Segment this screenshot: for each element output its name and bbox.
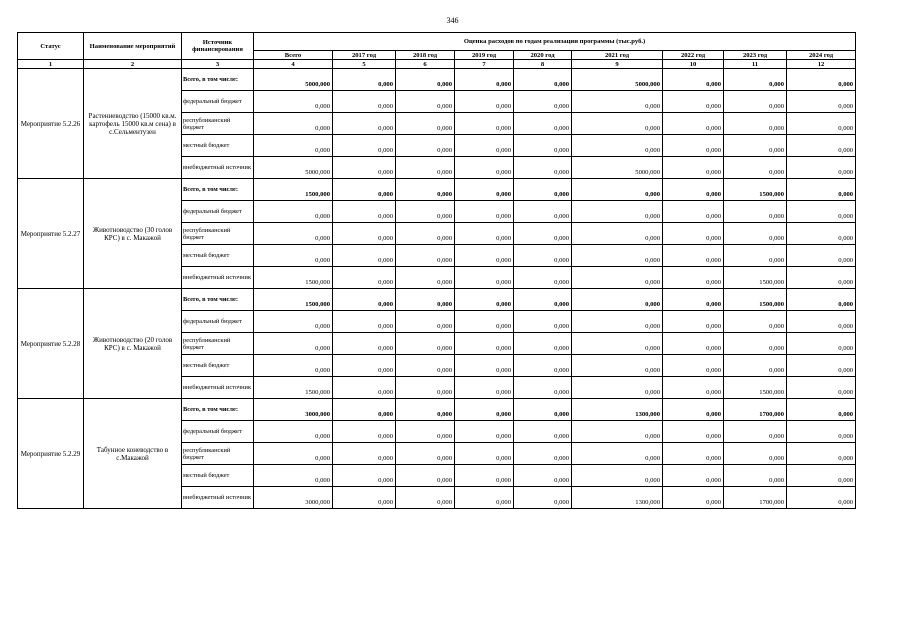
amount-cell: 0,000 [396, 465, 455, 487]
amount-cell: 3000,000 [254, 399, 333, 421]
amount-cell: 1500,000 [254, 377, 333, 399]
funding-source: республиканский бюджет [182, 333, 254, 355]
amount-cell: 0,000 [333, 333, 396, 355]
funding-source: Всего, в том числе: [182, 399, 254, 421]
amount-cell: 5000,000 [254, 157, 333, 179]
amount-cell: 0,000 [455, 289, 514, 311]
amount-cell: 0,000 [514, 289, 572, 311]
amount-cell: 0,000 [396, 443, 455, 465]
amount-cell: 0,000 [663, 245, 724, 267]
header-status: Статус [18, 33, 84, 60]
amount-cell: 0,000 [396, 201, 455, 223]
amount-cell: 0,000 [396, 113, 455, 135]
amount-cell: 1300,000 [572, 399, 663, 421]
amount-cell: 0,000 [724, 465, 787, 487]
funding-source: внебюджетный источник [182, 267, 254, 289]
amount-cell: 0,000 [787, 311, 856, 333]
amount-cell: 0,000 [514, 355, 572, 377]
amount-cell: 0,000 [514, 487, 572, 509]
amount-cell: 1300,000 [572, 487, 663, 509]
amount-cell: 1700,000 [724, 399, 787, 421]
column-number: 1 [18, 60, 84, 69]
amount-cell: 0,000 [572, 91, 663, 113]
amount-cell: 0,000 [663, 311, 724, 333]
column-number: 11 [724, 60, 787, 69]
amount-cell: 0,000 [663, 333, 724, 355]
amount-cell: 0,000 [333, 289, 396, 311]
amount-cell: 0,000 [396, 421, 455, 443]
funding-source: федеральный бюджет [182, 91, 254, 113]
header-year: 2019 год [455, 51, 514, 60]
funding-source: республиканский бюджет [182, 443, 254, 465]
amount-cell: 0,000 [724, 245, 787, 267]
amount-cell: 0,000 [724, 311, 787, 333]
amount-cell: 0,000 [787, 377, 856, 399]
funding-source: внебюджетный источник [182, 487, 254, 509]
amount-cell: 0,000 [514, 267, 572, 289]
column-number: 9 [572, 60, 663, 69]
amount-cell: 0,000 [514, 113, 572, 135]
table-row [18, 179, 856, 201]
amount-cell: 0,000 [663, 91, 724, 113]
amount-cell: 0,000 [572, 179, 663, 201]
amount-cell: 0,000 [396, 399, 455, 421]
amount-cell: 0,000 [572, 333, 663, 355]
amount-cell: 0,000 [396, 135, 455, 157]
amount-cell: 0,000 [455, 421, 514, 443]
amount-cell: 0,000 [724, 157, 787, 179]
funding-source: внебюджетный источник [182, 377, 254, 399]
amount-cell: 0,000 [724, 443, 787, 465]
amount-cell: 1500,000 [254, 179, 333, 201]
funding-source: местный бюджет [182, 245, 254, 267]
amount-cell: 0,000 [333, 179, 396, 201]
amount-cell: 0,000 [455, 399, 514, 421]
funding-source: Всего, в том числе: [182, 289, 254, 311]
amount-cell: 0,000 [333, 91, 396, 113]
amount-cell: 0,000 [514, 377, 572, 399]
amount-cell: 0,000 [787, 201, 856, 223]
table-body [18, 69, 856, 509]
header-year: 2021 год [572, 51, 663, 60]
amount-cell: 0,000 [514, 311, 572, 333]
amount-cell: 0,000 [572, 267, 663, 289]
amount-cell: 0,000 [333, 135, 396, 157]
amount-cell: 0,000 [455, 179, 514, 201]
amount-cell: 0,000 [724, 333, 787, 355]
table-header [18, 33, 856, 69]
amount-cell: 0,000 [396, 157, 455, 179]
amount-cell: 5000,000 [254, 69, 333, 91]
amount-cell: 0,000 [333, 421, 396, 443]
amount-cell: 0,000 [787, 157, 856, 179]
amount-cell: 0,000 [787, 355, 856, 377]
amount-cell: 0,000 [572, 245, 663, 267]
amount-cell: 0,000 [572, 355, 663, 377]
amount-cell: 0,000 [663, 399, 724, 421]
funding-source: местный бюджет [182, 465, 254, 487]
amount-cell: 0,000 [514, 157, 572, 179]
amount-cell: 0,000 [254, 91, 333, 113]
amount-cell: 0,000 [572, 311, 663, 333]
amount-cell: 0,000 [455, 267, 514, 289]
amount-cell: 0,000 [787, 91, 856, 113]
funding-source: местный бюджет [182, 355, 254, 377]
amount-cell: 0,000 [663, 113, 724, 135]
amount-cell: 0,000 [396, 267, 455, 289]
amount-cell: 0,000 [787, 443, 856, 465]
amount-cell: 0,000 [514, 91, 572, 113]
amount-cell: 0,000 [396, 377, 455, 399]
header-year: 2023 год [724, 51, 787, 60]
funding-source: республиканский бюджет [182, 223, 254, 245]
amount-cell: 0,000 [254, 135, 333, 157]
amount-cell: 0,000 [455, 91, 514, 113]
amount-cell: 0,000 [787, 333, 856, 355]
amount-cell: 0,000 [455, 201, 514, 223]
amount-cell: 0,000 [724, 201, 787, 223]
activity-name: Животноводство (20 голов КРС) в с. Макажой [84, 289, 182, 399]
amount-cell: 0,000 [514, 245, 572, 267]
amount-cell: 1500,000 [724, 289, 787, 311]
amount-cell: 5000,000 [572, 157, 663, 179]
activity-status: Мероприятие 5.2.26 [18, 69, 84, 179]
amount-cell: 0,000 [455, 113, 514, 135]
amount-cell: 0,000 [254, 113, 333, 135]
amount-cell: 0,000 [787, 421, 856, 443]
amount-cell: 0,000 [333, 157, 396, 179]
amount-cell: 0,000 [333, 443, 396, 465]
amount-cell: 0,000 [514, 333, 572, 355]
funding-source: внебюджетный источник [182, 157, 254, 179]
funding-source: республиканский бюджет [182, 113, 254, 135]
amount-cell: 0,000 [396, 179, 455, 201]
activity-name: Растениеводство (15000 кв.м. картофель 15000 кв.м сена) в с.Сельментузен [84, 69, 182, 179]
amount-cell: 0,000 [396, 311, 455, 333]
header-source: Источник финансирования [182, 33, 254, 60]
amount-cell: 0,000 [254, 201, 333, 223]
amount-cell: 0,000 [724, 113, 787, 135]
amount-cell: 0,000 [724, 355, 787, 377]
column-number: 8 [514, 60, 572, 69]
amount-cell: 0,000 [455, 69, 514, 91]
amount-cell: 0,000 [333, 267, 396, 289]
amount-cell: 0,000 [254, 465, 333, 487]
amount-cell: 1500,000 [254, 289, 333, 311]
amount-cell: 0,000 [333, 487, 396, 509]
column-number: 2 [84, 60, 182, 69]
amount-cell: 0,000 [663, 69, 724, 91]
amount-cell: 0,000 [514, 465, 572, 487]
amount-cell: 0,000 [514, 179, 572, 201]
amount-cell: 0,000 [787, 289, 856, 311]
amount-cell: 0,000 [724, 223, 787, 245]
amount-cell: 0,000 [514, 421, 572, 443]
amount-cell: 1500,000 [724, 267, 787, 289]
amount-cell: 0,000 [333, 223, 396, 245]
header-year: 2024 год [787, 51, 856, 60]
amount-cell: 0,000 [572, 465, 663, 487]
amount-cell: 0,000 [455, 355, 514, 377]
amount-cell: 0,000 [787, 267, 856, 289]
amount-cell: 0,000 [663, 267, 724, 289]
amount-cell: 0,000 [333, 201, 396, 223]
amount-cell: 0,000 [787, 465, 856, 487]
amount-cell: 0,000 [572, 289, 663, 311]
amount-cell: 0,000 [455, 245, 514, 267]
amount-cell: 0,000 [572, 135, 663, 157]
amount-cell: 0,000 [787, 179, 856, 201]
amount-cell: 0,000 [572, 223, 663, 245]
amount-cell: 1500,000 [724, 179, 787, 201]
activity-name: Табунное коневодство в с.Макажой [84, 399, 182, 509]
amount-cell: 0,000 [455, 333, 514, 355]
amount-cell: 0,000 [455, 487, 514, 509]
amount-cell: 0,000 [254, 311, 333, 333]
amount-cell: 0,000 [254, 421, 333, 443]
amount-cell: 0,000 [724, 421, 787, 443]
column-number: 4 [254, 60, 333, 69]
header-year: 2018 год [396, 51, 455, 60]
funding-source: Всего, в том числе: [182, 69, 254, 91]
header-estimate: Оценка расходов по годам реализации программы (тыс.руб.) [254, 33, 856, 51]
amount-cell: 0,000 [663, 223, 724, 245]
amount-cell: 0,000 [333, 465, 396, 487]
amount-cell: 0,000 [663, 179, 724, 201]
amount-cell: 0,000 [724, 69, 787, 91]
funding-source: федеральный бюджет [182, 421, 254, 443]
page-number: 346 [446, 16, 459, 25]
amount-cell: 0,000 [254, 333, 333, 355]
amount-cell: 0,000 [455, 135, 514, 157]
funding-source: федеральный бюджет [182, 311, 254, 333]
amount-cell: 0,000 [396, 69, 455, 91]
amount-cell: 0,000 [455, 465, 514, 487]
amount-cell: 0,000 [787, 487, 856, 509]
header-year: Всего [254, 51, 333, 60]
amount-cell: 0,000 [787, 135, 856, 157]
amount-cell: 0,000 [514, 201, 572, 223]
header-year: 2020 год [514, 51, 572, 60]
amount-cell: 0,000 [333, 355, 396, 377]
amount-cell: 0,000 [572, 201, 663, 223]
amount-cell: 0,000 [514, 135, 572, 157]
funding-source: местный бюджет [182, 135, 254, 157]
amount-cell: 0,000 [514, 399, 572, 421]
amount-cell: 1500,000 [254, 267, 333, 289]
amount-cell: 0,000 [333, 245, 396, 267]
expense-table [17, 32, 856, 509]
column-number: 7 [455, 60, 514, 69]
amount-cell: 0,000 [787, 399, 856, 421]
amount-cell: 0,000 [663, 377, 724, 399]
amount-cell: 0,000 [254, 223, 333, 245]
amount-cell: 0,000 [396, 289, 455, 311]
amount-cell: 0,000 [663, 443, 724, 465]
amount-cell: 0,000 [572, 443, 663, 465]
amount-cell: 0,000 [396, 487, 455, 509]
amount-cell: 0,000 [663, 421, 724, 443]
column-number: 3 [182, 60, 254, 69]
column-number: 12 [787, 60, 856, 69]
funding-source: Всего, в том числе: [182, 179, 254, 201]
amount-cell: 0,000 [455, 377, 514, 399]
amount-cell: 0,000 [333, 113, 396, 135]
amount-cell: 0,000 [514, 69, 572, 91]
column-number-row [18, 60, 856, 69]
table-row [18, 399, 856, 421]
amount-cell: 0,000 [724, 135, 787, 157]
activity-status: Мероприятие 5.2.29 [18, 399, 84, 509]
amount-cell: 0,000 [396, 91, 455, 113]
activity-status: Мероприятие 5.2.27 [18, 179, 84, 289]
amount-cell: 0,000 [254, 443, 333, 465]
amount-cell: 0,000 [787, 245, 856, 267]
amount-cell: 0,000 [396, 245, 455, 267]
column-number: 5 [333, 60, 396, 69]
amount-cell: 0,000 [455, 157, 514, 179]
amount-cell: 0,000 [333, 311, 396, 333]
amount-cell: 0,000 [455, 223, 514, 245]
amount-cell: 0,000 [455, 311, 514, 333]
amount-cell: 0,000 [663, 289, 724, 311]
amount-cell: 1700,000 [724, 487, 787, 509]
amount-cell: 0,000 [787, 113, 856, 135]
column-number: 6 [396, 60, 455, 69]
amount-cell: 1500,000 [724, 377, 787, 399]
amount-cell: 0,000 [333, 69, 396, 91]
amount-cell: 0,000 [572, 421, 663, 443]
activity-name: Животноводство (30 голов КРС) в с. Макажой [84, 179, 182, 289]
amount-cell: 0,000 [333, 377, 396, 399]
amount-cell: 0,000 [254, 355, 333, 377]
amount-cell: 0,000 [724, 91, 787, 113]
table-row [18, 69, 856, 91]
amount-cell: 0,000 [514, 443, 572, 465]
amount-cell: 0,000 [663, 135, 724, 157]
amount-cell: 3000,000 [254, 487, 333, 509]
amount-cell: 0,000 [663, 201, 724, 223]
amount-cell: 0,000 [572, 377, 663, 399]
amount-cell: 0,000 [572, 113, 663, 135]
amount-cell: 0,000 [663, 487, 724, 509]
amount-cell: 0,000 [787, 223, 856, 245]
activity-status: Мероприятие 5.2.28 [18, 289, 84, 399]
header-year: 2022 год [663, 51, 724, 60]
amount-cell: 0,000 [254, 245, 333, 267]
amount-cell: 0,000 [663, 157, 724, 179]
amount-cell: 0,000 [514, 223, 572, 245]
amount-cell: 0,000 [787, 69, 856, 91]
header-name: Наименование мероприятий [84, 33, 182, 60]
column-number: 10 [663, 60, 724, 69]
amount-cell: 0,000 [396, 333, 455, 355]
amount-cell: 0,000 [333, 399, 396, 421]
amount-cell: 0,000 [663, 465, 724, 487]
funding-source: федеральный бюджет [182, 201, 254, 223]
amount-cell: 5000,000 [572, 69, 663, 91]
amount-cell: 0,000 [663, 355, 724, 377]
amount-cell: 0,000 [396, 355, 455, 377]
header-year: 2017 год [333, 51, 396, 60]
table-row [18, 289, 856, 311]
amount-cell: 0,000 [396, 223, 455, 245]
amount-cell: 0,000 [455, 443, 514, 465]
